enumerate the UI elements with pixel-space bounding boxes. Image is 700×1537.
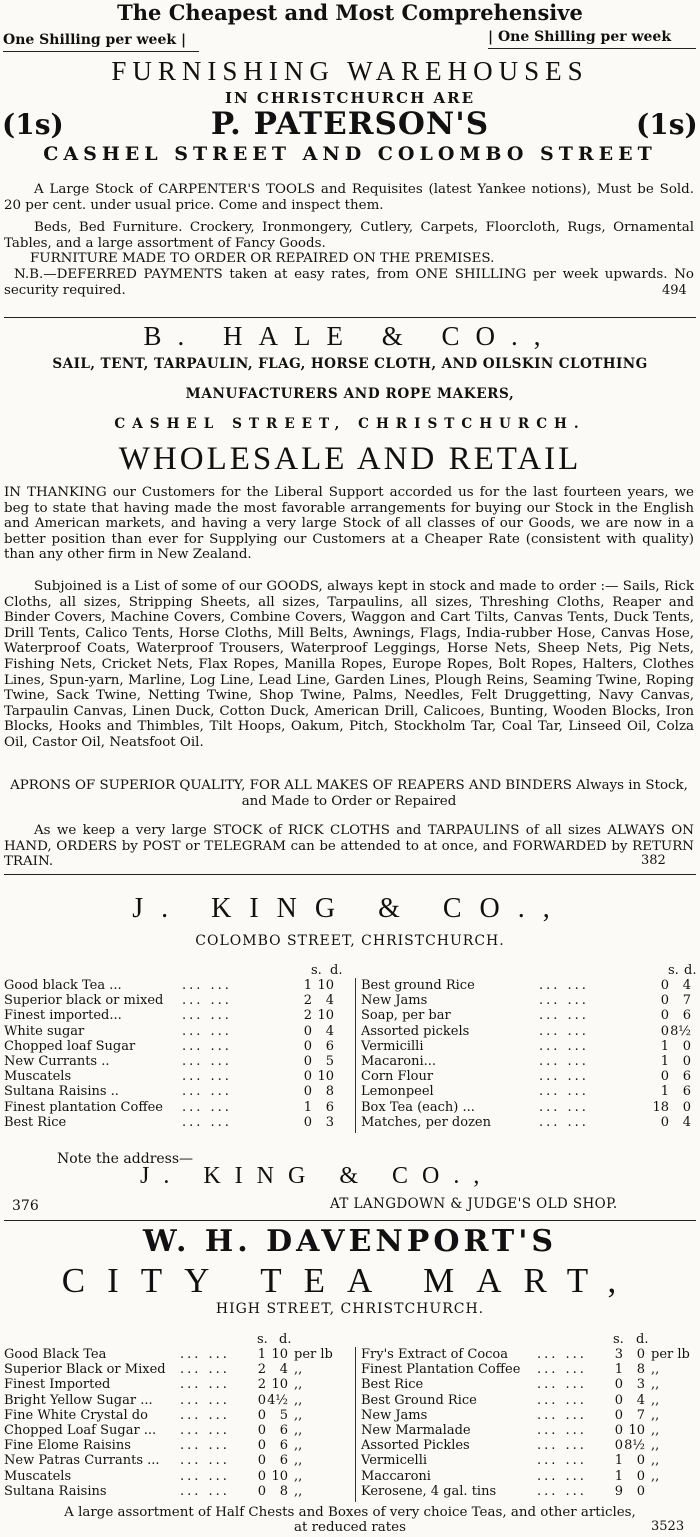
price-row — [361, 1408, 697, 1423]
king-name-2: J. KING & CO., — [140, 1163, 494, 1189]
item-name: Sultana Raisins .. — [4, 1084, 119, 1100]
item-name: Vermicelli — [361, 1453, 428, 1469]
davenport-footer-1: A large assortment of Half Chests and Boxes of very choice Teas, and other articles, — [64, 1505, 636, 1520]
paterson-title: FURNISHING WAREHOUSES — [111, 56, 589, 86]
item-name: Macaroni... — [361, 1053, 437, 1069]
price-pence: 3 — [325, 1114, 334, 1130]
price-shillings: 0 — [660, 1069, 669, 1085]
leader-dots: ... ... — [539, 1069, 589, 1085]
price-row — [4, 1377, 354, 1392]
item-name: Muscatels — [4, 1069, 72, 1085]
price-row — [4, 1393, 354, 1408]
price-pence: 6 — [279, 1422, 288, 1438]
item-name: Chopped loaf Sugar — [4, 1038, 136, 1054]
divider — [4, 874, 696, 875]
item-name: Good Black Tea — [4, 1347, 107, 1362]
price-unit: per lb — [651, 1347, 690, 1362]
price-pence: 10 — [317, 978, 334, 993]
item-name: Finest imported... — [4, 1008, 122, 1024]
price-row — [361, 1362, 697, 1377]
price-pence: 0 — [636, 1347, 645, 1362]
item-name: Corn Flour — [361, 1069, 434, 1085]
price-shillings: 0 — [614, 1377, 623, 1393]
price-pence: 4 — [636, 1392, 645, 1408]
price-pence: 0 — [682, 1053, 691, 1069]
price-shillings: 0 — [660, 978, 669, 993]
leader-dots: ... ... — [537, 1407, 587, 1423]
leader-dots: ... ... — [182, 1038, 232, 1054]
item-name: Fine White Crystal do — [4, 1407, 148, 1423]
item-name: Superior Black or Mixed — [4, 1362, 166, 1378]
price-shillings: 0 — [257, 1392, 266, 1408]
price-pence: 7 — [636, 1407, 645, 1423]
paterson-repair-line: FURNITURE MADE TO ORDER OR REPAIRED ON THE PREMISES. — [30, 251, 495, 266]
price-pence: 3 — [636, 1377, 645, 1393]
price-pence: 8 — [325, 1084, 334, 1100]
price-shillings: 0 — [660, 1008, 669, 1024]
price-pence: 6 — [682, 1008, 691, 1024]
price-row — [4, 1453, 354, 1468]
item-name: Matches, per dozen — [361, 1114, 491, 1130]
leader-dots: ... ... — [180, 1483, 230, 1499]
price-pence: 6 — [279, 1453, 288, 1469]
price-shillings: 2 — [303, 1008, 312, 1024]
price-pence: 6 — [279, 1438, 288, 1454]
king-col-d: d. — [330, 963, 343, 978]
davenport-col-d: d. — [279, 1332, 292, 1347]
leader-dots: ... ... — [537, 1362, 587, 1378]
price-shillings: 2 — [257, 1362, 266, 1378]
price-shillings: 0 — [303, 1084, 312, 1100]
leader-dots: ... ... — [539, 1023, 589, 1039]
king-col-s: s. — [311, 963, 322, 978]
price-pence: 5 — [279, 1407, 288, 1423]
price-shillings: 0 — [303, 1114, 312, 1130]
item-name: Good black Tea ... — [4, 978, 122, 993]
leader-dots: ... ... — [182, 1008, 232, 1024]
price-pence: 6 — [682, 1069, 691, 1085]
item-name: Sultana Raisins — [4, 1483, 107, 1499]
price-pence: 4 — [325, 993, 334, 1009]
price-pence: 0 — [636, 1468, 645, 1484]
paterson-right-tag: | One Shilling per week — [488, 29, 672, 45]
paterson-left-tag: One Shilling per week | — [3, 32, 187, 48]
price-row — [4, 1115, 354, 1130]
price-row — [361, 1054, 697, 1069]
price-unit: ,, — [294, 1407, 303, 1423]
price-shillings: 1 — [303, 1099, 312, 1115]
price-row — [361, 1008, 697, 1023]
davenport-col-d-right: d. — [636, 1332, 649, 1347]
price-shillings: 0 — [660, 1023, 669, 1039]
paterson-goods-paragraph: Beds, Bed Furniture. Crockery, Ironmongery, Cutlery, Carpets, Floorcloth, Rugs, Ornamental Tables, and a large assortment of Fancy Goods. — [4, 220, 694, 251]
price-row — [4, 1054, 354, 1069]
price-pence: 10 — [317, 1008, 334, 1024]
price-unit — [645, 1484, 691, 1499]
item-name: New Marmalade — [361, 1422, 471, 1438]
divider — [4, 317, 696, 318]
hale-intro-paragraph: IN THANKING our Customers for the Liberal Support accorded us for the last fourteen years, we beg to state that having made the most favorable arrangements for buying our Stock in the English and American markets, and having a very large Stock of all classes of our Goods, we are now in a better position than ever for Supplying our Customers at a Cheaper Rate (consistent with quality) than any other firm in New Zealand. — [4, 485, 694, 563]
price-unit: ,, — [651, 1438, 660, 1454]
item-name: New Jams — [361, 1407, 428, 1423]
leader-dots: ... ... — [180, 1377, 230, 1393]
davenport-name: W. H. DAVENPORT'S — [142, 1224, 558, 1259]
leader-dots: ... ... — [182, 1099, 232, 1115]
leader-dots: ... ... — [182, 1084, 232, 1100]
leader-dots: ... ... — [537, 1453, 587, 1469]
leader-dots: ... ... — [539, 1008, 589, 1024]
leader-dots: ... ... — [537, 1422, 587, 1438]
king-price-list-left — [4, 978, 354, 1130]
price-row — [4, 1039, 354, 1054]
price-pence: 6 — [325, 1038, 334, 1054]
item-name: Bright Yellow Sugar ... — [4, 1392, 153, 1408]
hale-name: B. HALE & CO., — [143, 321, 557, 351]
price-shillings: 0 — [614, 1438, 623, 1454]
price-unit: ,, — [294, 1468, 303, 1484]
leader-dots: ... ... — [537, 1347, 587, 1362]
price-row — [361, 1069, 697, 1084]
price-shillings: 0 — [303, 1053, 312, 1069]
leader-dots: ... ... — [537, 1392, 587, 1408]
item-name: New Jams — [361, 993, 428, 1009]
price-row — [4, 1084, 354, 1099]
paterson-deferred-paragraph: N.B.—DEFERRED PAYMENTS taken at easy rates, from ONE SHILLING per week upwards. No security required. — [4, 267, 694, 298]
paterson-tools-paragraph: A Large Stock of CARPENTER'S TOOLS and Requisites (latest Yankee notions), Must be Sold. 20 per cent. under usual price. Come and inspect them. — [4, 182, 694, 213]
king-price-list-right — [361, 978, 697, 1130]
price-row — [361, 1024, 697, 1039]
price-unit: ,, — [294, 1377, 303, 1393]
price-shillings: 0 — [660, 1114, 669, 1130]
item-name: Fine Elome Raisins — [4, 1438, 131, 1454]
price-row — [4, 1469, 354, 1484]
davenport-col-s-right: s. — [613, 1332, 624, 1347]
item-name: Best Rice — [4, 1114, 67, 1130]
price-row — [4, 1100, 354, 1115]
price-shillings: 3 — [614, 1347, 623, 1362]
king-note: Note the address— — [57, 1151, 194, 1167]
leader-dots: ... ... — [539, 1053, 589, 1069]
price-unit: ,, — [294, 1362, 303, 1378]
paterson-name: P. PATERSON'S — [210, 106, 490, 142]
price-pence: 4 — [325, 1023, 334, 1039]
price-shillings: 1 — [660, 1053, 669, 1069]
davenport-col-s: s. — [257, 1332, 268, 1347]
price-pence: 0 — [682, 1038, 691, 1054]
leader-dots: ... ... — [537, 1483, 587, 1499]
price-row — [4, 1362, 354, 1377]
price-unit: ,, — [294, 1392, 303, 1408]
price-shillings: 0 — [614, 1392, 623, 1408]
leader-dots: ... ... — [539, 1099, 589, 1115]
price-pence: 4 — [682, 978, 691, 993]
price-pence: 10 — [271, 1347, 288, 1362]
leader-dots: ... ... — [537, 1438, 587, 1454]
leader-dots: ... ... — [539, 1084, 589, 1100]
price-pence: 10 — [628, 1422, 645, 1438]
price-unit: ,, — [294, 1422, 303, 1438]
item-name: New Patras Currants ... — [4, 1453, 160, 1469]
price-row — [361, 1484, 697, 1499]
leader-dots: ... ... — [180, 1362, 230, 1378]
item-name: Finest Plantation Coffee — [361, 1362, 521, 1378]
price-pence: 10 — [271, 1468, 288, 1484]
price-row — [361, 1084, 697, 1099]
item-name: Chopped Loaf Sugar ... — [4, 1422, 157, 1438]
item-name: Finest plantation Coffee — [4, 1099, 163, 1115]
price-pence: 0 — [636, 1453, 645, 1469]
king-shop: AT LANGDOWN & JUDGE'S OLD SHOP. — [330, 1196, 618, 1212]
leader-dots: ... ... — [182, 1114, 232, 1130]
price-row — [4, 1024, 354, 1039]
hale-goods-list: Subjoined is a List of some of our GOODS, always kept in stock and made to order :— Sails, Rick Cloths, all sizes, Stripping Sheets, all sizes, Tarpaulins, all sizes, Threshing Cloths, Reaper and Binder Covers, Machine Covers, Combine Covers, Waggon and Cart Tilts, Canvas Tents, Duck Tents, Drill Tents, Calico Tents, Horse Cloths, Mill Belts, Awnings, Flags, India-rubber Hose, Canvas Hose, Waterproof Coats, Waterproof Trousers, Waterproof Leggings, Horse Nets, Sheep Nets, Pig Nets, Fishing Nets, Cricket Nets, Flax Ropes, Manilla Ropes, Europe Ropes, Bolt Ropes, Halters, Clothes Lines, Spun-yarn, Marline, Log Line, Lead Line, Garden Lines, Plough Reins, Seaming Twine, Roping Twine, Sack Twine, Netting Twine, Shop Twine, Palms, Needles, Felt Druggetting, Navy Canvas, Tarpaulin Canvas, Linen Duck, Cotton Duck, American Drill, Calicoes, Bunting, Wooden Blocks, Iron Blocks, Hooks and Thimbles, Tilt Hoops, Oakum, Pitch, Stockholm Tar, Coal Tar, Linseed Oil, Colza Oil, Castor Oil, Neatsfoot Oil. — [4, 579, 694, 750]
price-unit: ,, — [294, 1453, 303, 1469]
item-name: Assorted pickels — [361, 1023, 470, 1039]
item-name: Assorted Pickles — [361, 1438, 470, 1454]
item-name: New Currants .. — [4, 1053, 110, 1069]
price-row — [4, 1347, 354, 1362]
price-row — [361, 1115, 697, 1130]
price-shillings: 0 — [257, 1483, 266, 1499]
price-row — [361, 1377, 697, 1392]
hale-aprons-notice: APRONS OF SUPERIOR QUALITY, FOR ALL MAKES OF REAPERS AND BINDERS Always in Stock, and Made to Order or Repaired — [10, 778, 688, 809]
leader-dots: ... ... — [180, 1468, 230, 1484]
price-shillings: 1 — [614, 1453, 623, 1469]
item-name: Muscatels — [4, 1468, 72, 1484]
leader-dots: ... ... — [182, 1069, 232, 1085]
paterson-price-right: (1s) — [636, 108, 698, 141]
leader-dots: ... ... — [182, 1023, 232, 1039]
price-shillings: 0 — [257, 1453, 266, 1469]
hale-orders-paragraph: As we keep a very large STOCK of RICK CLOTHS and TARPAULINS of all sizes ALWAYS ON HAND, ORDERS by POST or TELEGRAM can be attended to at once, and FORWARDED by RETURN TRAIN. — [4, 823, 694, 870]
price-row — [361, 993, 697, 1008]
price-unit: ,, — [294, 1483, 303, 1499]
price-shillings: 0 — [257, 1407, 266, 1423]
price-row — [361, 1039, 697, 1054]
leader-dots: ... ... — [180, 1392, 230, 1408]
price-row — [4, 1484, 354, 1499]
price-shillings: 1 — [660, 1084, 669, 1100]
price-shillings: 1 — [660, 1038, 669, 1054]
item-name: Best Ground Rice — [361, 1392, 477, 1408]
price-pence: 6 — [325, 1099, 334, 1115]
leader-dots: ... ... — [182, 978, 232, 993]
price-pence: 8½ — [624, 1438, 645, 1454]
price-pence: 10 — [271, 1377, 288, 1393]
price-pence: 4½ — [267, 1392, 288, 1408]
price-row — [361, 1100, 697, 1115]
item-name: Kerosene, 4 gal. tins — [361, 1483, 497, 1499]
price-row — [361, 1423, 697, 1438]
price-row — [361, 1393, 697, 1408]
leader-dots: ... ... — [180, 1438, 230, 1454]
leader-dots: ... ... — [182, 1053, 232, 1069]
price-row — [361, 1453, 697, 1468]
leader-dots: ... ... — [539, 993, 589, 1009]
item-name: Best ground Rice — [361, 978, 475, 993]
leader-dots: ... ... — [537, 1468, 587, 1484]
price-unit: ,, — [651, 1377, 660, 1393]
price-row — [4, 1423, 354, 1438]
king-col-s-right: s. — [668, 963, 679, 978]
price-shillings: 0 — [257, 1422, 266, 1438]
price-pence: 8½ — [670, 1023, 691, 1039]
item-name: Box Tea (each) ... — [361, 1099, 475, 1115]
price-pence: 7 — [682, 993, 691, 1009]
price-shillings: 0 — [303, 1069, 312, 1085]
price-shillings: 2 — [257, 1377, 266, 1393]
price-row — [361, 1347, 697, 1362]
king-name: J. KING & CO., — [132, 893, 568, 924]
leader-dots: ... ... — [180, 1453, 230, 1469]
leader-dots: ... ... — [539, 1114, 589, 1130]
price-row — [361, 1438, 697, 1453]
price-row — [4, 1069, 354, 1084]
price-pence: 10 — [317, 1069, 334, 1085]
paterson-ref: 494 — [662, 283, 687, 298]
price-pence: 8 — [636, 1362, 645, 1378]
davenport-price-list-right — [361, 1347, 697, 1499]
price-unit: ,, — [651, 1392, 660, 1408]
price-row — [4, 1008, 354, 1023]
price-unit: ,, — [651, 1468, 660, 1484]
item-name: Lemonpeel — [361, 1084, 434, 1100]
king-ref: 376 — [12, 1198, 39, 1214]
price-shillings: 1 — [614, 1468, 623, 1484]
price-row — [361, 978, 697, 993]
paterson-headline: The Cheapest and Most Comprehensive — [117, 0, 583, 25]
price-shillings: 1 — [614, 1362, 623, 1378]
price-unit: ,, — [294, 1438, 303, 1454]
davenport-price-list-left — [4, 1347, 354, 1499]
price-pence: 6 — [682, 1084, 691, 1100]
price-unit: ,, — [651, 1453, 660, 1469]
price-unit: ,, — [651, 1362, 660, 1378]
price-pence: 4 — [279, 1362, 288, 1378]
price-shillings: 9 — [614, 1483, 623, 1499]
item-name: Soap, per bar — [361, 1008, 451, 1024]
king-address: COLOMBO STREET, CHRISTCHURCH. — [195, 933, 505, 949]
davenport-title: CITY TEA MART, — [61, 1261, 639, 1300]
price-shillings: 1 — [303, 978, 312, 993]
price-row — [4, 1438, 354, 1453]
price-unit: ,, — [651, 1422, 660, 1438]
price-row — [361, 1469, 697, 1484]
leader-dots: ... ... — [539, 978, 589, 993]
hale-ref: 382 — [641, 853, 666, 868]
price-unit: ,, — [651, 1407, 660, 1423]
hale-line2: MANUFACTURERS AND ROPE MAKERS, — [185, 386, 515, 402]
price-shillings: 0 — [257, 1438, 266, 1454]
price-shillings: 0 — [303, 1023, 312, 1039]
price-shillings: 0 — [660, 993, 669, 1009]
price-pence: 5 — [325, 1053, 334, 1069]
price-shillings: 18 — [652, 1099, 669, 1115]
paterson-address: CASHEL STREET AND COLOMBO STREET — [43, 143, 657, 165]
item-name: Vermicilli — [361, 1038, 424, 1054]
price-row — [4, 1408, 354, 1423]
item-name: White sugar — [4, 1023, 85, 1039]
price-shillings: 1 — [257, 1347, 266, 1362]
leader-dots: ... ... — [180, 1422, 230, 1438]
hale-title: WHOLESALE AND RETAIL — [118, 441, 582, 477]
paterson-price-left: (1s) — [2, 108, 64, 141]
item-name: Finest Imported — [4, 1377, 111, 1393]
divider — [4, 1220, 696, 1221]
leader-dots: ... ... — [182, 993, 232, 1009]
king-col-d-right: d. — [684, 963, 697, 978]
davenport-ref: 3523 — [651, 1519, 685, 1534]
item-name: Best Rice — [361, 1377, 424, 1393]
price-shillings: 0 — [614, 1407, 623, 1423]
hale-line3: CASHEL STREET, CHRISTCHURCH. — [114, 416, 586, 432]
price-unit: per lb — [294, 1347, 333, 1362]
item-name: Maccaroni — [361, 1468, 431, 1484]
davenport-footer-2: at reduced rates — [294, 1520, 406, 1535]
price-shillings: 2 — [303, 993, 312, 1009]
davenport-address: HIGH STREET, CHRISTCHURCH. — [215, 1301, 485, 1317]
price-shillings: 0 — [614, 1422, 623, 1438]
item-name: Fry's Extract of Cocoa — [361, 1347, 509, 1362]
hale-line1: SAIL, TENT, TARPAULIN, FLAG, HORSE CLOTH, AND OILSKIN CLOTHING — [52, 356, 648, 372]
paterson-subtitle: IN CHRISTCHURCH ARE — [224, 89, 476, 107]
leader-dots: ... ... — [539, 1038, 589, 1054]
price-shillings: 0 — [303, 1038, 312, 1054]
price-pence: 0 — [636, 1483, 645, 1499]
leader-dots: ... ... — [180, 1347, 230, 1362]
price-pence: 0 — [682, 1099, 691, 1115]
price-row — [4, 978, 354, 993]
price-row — [4, 993, 354, 1008]
leader-dots: ... ... — [537, 1377, 587, 1393]
price-pence: 8 — [279, 1483, 288, 1499]
price-shillings: 0 — [257, 1468, 266, 1484]
leader-dots: ... ... — [180, 1407, 230, 1423]
price-pence: 4 — [682, 1114, 691, 1130]
item-name: Superior black or mixed — [4, 993, 164, 1009]
